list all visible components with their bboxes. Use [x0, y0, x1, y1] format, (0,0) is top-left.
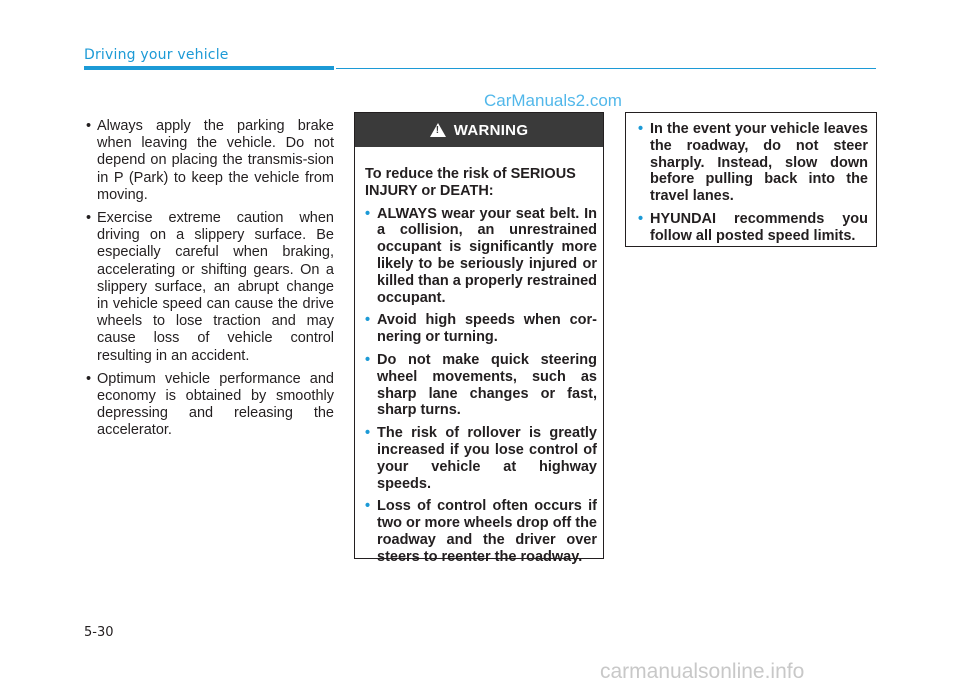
list-item: • Optimum vehicle performance and economy is obtained by smoothly depressing and releasing the accelerator.	[86, 370, 334, 439]
continued-warning-box	[625, 112, 877, 247]
watermark-bottom[interactable]: carmanualsonline.info	[600, 660, 805, 683]
watermark-top[interactable]: CarManuals2.com	[484, 91, 622, 110]
list-item: • HYUNDAI recommends you follow all posted speed limits.	[638, 210, 868, 244]
bullet-icon: •	[638, 210, 644, 227]
warning-triangle-icon: !	[430, 123, 446, 137]
list-item: • Always apply the parking brake when leaving the vehicle. Do not depend on placing the transmis-sion in P (Park) to keep the vehicle from moving.	[86, 118, 334, 203]
right-bullet-list	[638, 121, 868, 245]
warning-header	[355, 113, 603, 147]
list-item: • ALWAYS wear your seat belt. In a collision, an unrestrained occupant is significantly more likely to be seriously injured or killed than a properly restrained occupant.	[365, 205, 597, 306]
page-number: 5-30	[84, 625, 114, 640]
bullet-icon: •	[365, 498, 371, 515]
list-item: • The risk of rollover is greatly increased if you lose control of your vehicle at highway speeds.	[365, 425, 597, 492]
warning-intro: To reduce the risk of SERIOUS INJURY or DEATH:	[365, 166, 576, 199]
bullet-icon: •	[365, 312, 371, 329]
left-bullet-list	[84, 118, 334, 440]
bullet-icon: •	[638, 121, 644, 137]
bullet-icon: •	[365, 425, 371, 442]
header-rule-thin	[336, 68, 876, 69]
warning-bullet-list	[365, 206, 597, 566]
bullet-icon: •	[86, 118, 92, 134]
list-item: • Exercise extreme caution when driving on a slippery surface. Be especially careful when braking, accelerating or shifting gears. On a slippery surface, an abrupt change in vehicle speed can cause the drive wheels to lose traction and may cause loss of vehicle control resulting in an accident.	[86, 210, 334, 364]
warning-body	[355, 147, 603, 566]
warning-box	[354, 112, 604, 565]
section-title: Driving your vehicle	[84, 47, 229, 63]
bullet-icon: •	[86, 210, 92, 227]
left-column	[84, 118, 334, 446]
list-item: • Do not make quick steering wheel movements, such as sharp lane changes or fast, sharp turns.	[365, 351, 597, 419]
bullet-icon: •	[365, 351, 371, 368]
header-rule-thick	[84, 66, 334, 70]
bullet-icon: •	[86, 370, 92, 387]
bullet-icon: •	[365, 205, 371, 222]
list-item: • Avoid high speeds when cor-nering or turning.	[365, 312, 597, 346]
list-item: • In the event your vehicle leaves the roadway, do not steer sharply. Instead, slow down before pulling back into the travel lanes.	[638, 121, 868, 205]
list-item: • Loss of control often occurs if two or more wheels drop off the roadway and the driver over steers to reenter the roadway.	[365, 498, 597, 565]
warning-label: WARNING	[453, 121, 529, 139]
